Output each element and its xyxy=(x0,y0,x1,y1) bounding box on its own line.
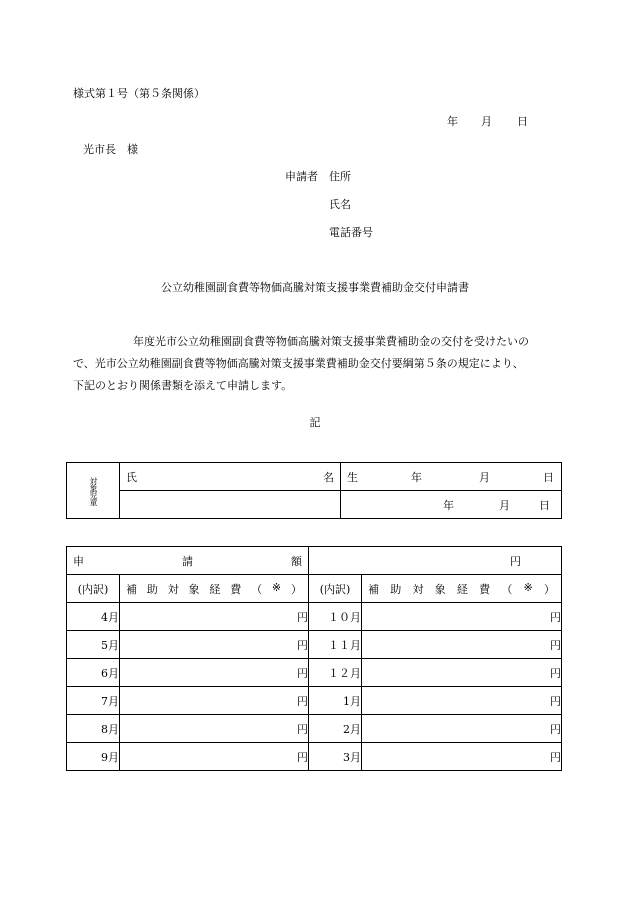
child-date-cell[interactable] xyxy=(341,491,562,519)
expense-label-left-text xyxy=(120,581,308,597)
month-amount-right[interactable]: 円 xyxy=(362,715,562,743)
request-amount-cell[interactable] xyxy=(309,547,562,575)
body-line-3: 下記のとおり関係書類を添えて申請します。 xyxy=(73,379,293,392)
date-month: 月 xyxy=(481,115,492,128)
month-amount-left[interactable]: 円 xyxy=(120,659,309,687)
month-amount-right[interactable]: 円 xyxy=(362,659,562,687)
expense-label-char: 助 xyxy=(146,582,158,596)
month-amount-left[interactable]: 円 xyxy=(120,687,309,715)
expense-label-left xyxy=(120,575,309,603)
month-amount-left[interactable]: 円 xyxy=(120,603,309,631)
month-label-left: 8月 xyxy=(67,715,120,743)
date-line xyxy=(447,113,528,129)
expense-label-char: 象 xyxy=(188,582,200,596)
birth-year: 年 xyxy=(411,470,422,484)
month-amount-right[interactable]: 円 xyxy=(362,743,562,771)
expense-label-char: 対 xyxy=(167,582,179,596)
address-label: 住所 xyxy=(329,170,351,183)
birth-label: 生 xyxy=(347,470,358,484)
expense-label-char: ※ xyxy=(523,580,533,594)
expense-label-char: （ xyxy=(501,582,513,596)
expense-label-char: 象 xyxy=(434,582,446,596)
month-amount-left[interactable]: 円 xyxy=(120,631,309,659)
document-title: 公立幼稚園副食費等物価高騰対策支援事業費補助金交付申請書 xyxy=(161,281,469,294)
date2-year: 年 xyxy=(443,498,454,512)
date2-day: 日 xyxy=(539,498,550,512)
month-amount-right[interactable]: 円 xyxy=(362,631,562,659)
month-label-right: １０月 xyxy=(309,603,362,631)
month-label-right: １１月 xyxy=(309,631,362,659)
expense-label-char: 対 xyxy=(412,582,424,596)
expense-label-char: 費 xyxy=(479,582,491,596)
month-label-left: 6月 xyxy=(67,659,120,687)
month-row xyxy=(67,659,562,687)
date2-month: 月 xyxy=(499,498,510,512)
month-label-left: 4月 xyxy=(67,603,120,631)
birth-month: 月 xyxy=(479,470,490,484)
date-day: 日 xyxy=(517,115,528,128)
amount-table xyxy=(66,546,562,771)
expense-label-char: ※ xyxy=(271,580,282,594)
month-label-right: 1月 xyxy=(309,687,362,715)
expense-label-char: 費 xyxy=(230,582,242,596)
date-year: 年 xyxy=(447,115,458,128)
child-name-left: 氏 xyxy=(126,470,137,484)
breakdown-label-right: (内訳) xyxy=(309,575,362,603)
month-label-right: 2月 xyxy=(309,715,362,743)
request-label-cell xyxy=(67,547,309,575)
expense-label-right xyxy=(362,575,562,603)
expense-label-char: 経 xyxy=(456,582,468,596)
month-label-left: 9月 xyxy=(67,743,120,771)
expense-label-char: 助 xyxy=(390,582,402,596)
expense-label-char: 補 xyxy=(126,582,137,596)
child-name-right: 名 xyxy=(323,470,334,484)
body-line-2: で、光市公立幼稚園副食費等物価高騰対策支援事業費補助金交付要綱第５条の規定により、 xyxy=(73,357,524,370)
month-label-left: 7月 xyxy=(67,687,120,715)
birth-day: 日 xyxy=(543,470,554,484)
month-row xyxy=(67,743,562,771)
expense-label-char: （ xyxy=(251,582,263,596)
month-amount-right[interactable]: 円 xyxy=(362,603,562,631)
request-label-char: 請 xyxy=(182,554,193,568)
expense-label-char: 補 xyxy=(368,582,379,596)
child-table xyxy=(66,462,562,519)
body-text xyxy=(73,331,563,397)
month-row xyxy=(67,603,562,631)
addressee: 光市長 様 xyxy=(83,143,138,156)
month-row xyxy=(67,715,562,743)
month-amount-left[interactable]: 円 xyxy=(120,715,309,743)
expense-label-char: ） xyxy=(290,582,302,596)
child-extra-cell[interactable] xyxy=(120,491,341,519)
request-label-char: 額 xyxy=(291,554,302,568)
child-name-cell[interactable] xyxy=(120,463,341,491)
request-label xyxy=(67,553,308,569)
month-row xyxy=(67,687,562,715)
ki-heading: 記 xyxy=(309,416,321,429)
expense-label-char: ） xyxy=(543,582,555,596)
month-label-left: 5月 xyxy=(67,631,120,659)
month-amount-left[interactable]: 円 xyxy=(120,743,309,771)
month-amount-right[interactable]: 円 xyxy=(362,687,562,715)
phone-label: 電話番号 xyxy=(329,226,373,239)
request-label-char: 申 xyxy=(73,554,84,568)
applicant-label: 申請者 xyxy=(285,170,318,183)
body-line-1: 年度光市公立幼稚園副食費等物価高騰対策支援事業費補助金の交付を受けたいの xyxy=(133,335,529,348)
month-row xyxy=(67,631,562,659)
form-number: 様式第１号（第５条関係） xyxy=(73,87,205,100)
request-yen: 円 xyxy=(510,554,521,568)
breakdown-label-left: (内訳) xyxy=(67,575,120,603)
child-birth-cell[interactable] xyxy=(341,463,562,491)
expense-label-right-text xyxy=(362,581,561,597)
child-row-header xyxy=(67,463,120,519)
month-label-right: １２月 xyxy=(309,659,362,687)
expense-label-char: 経 xyxy=(209,582,221,596)
month-label-right: 3月 xyxy=(309,743,362,771)
name-label: 氏名 xyxy=(329,198,351,211)
child-row-header-text: 対象児童 xyxy=(89,476,98,505)
